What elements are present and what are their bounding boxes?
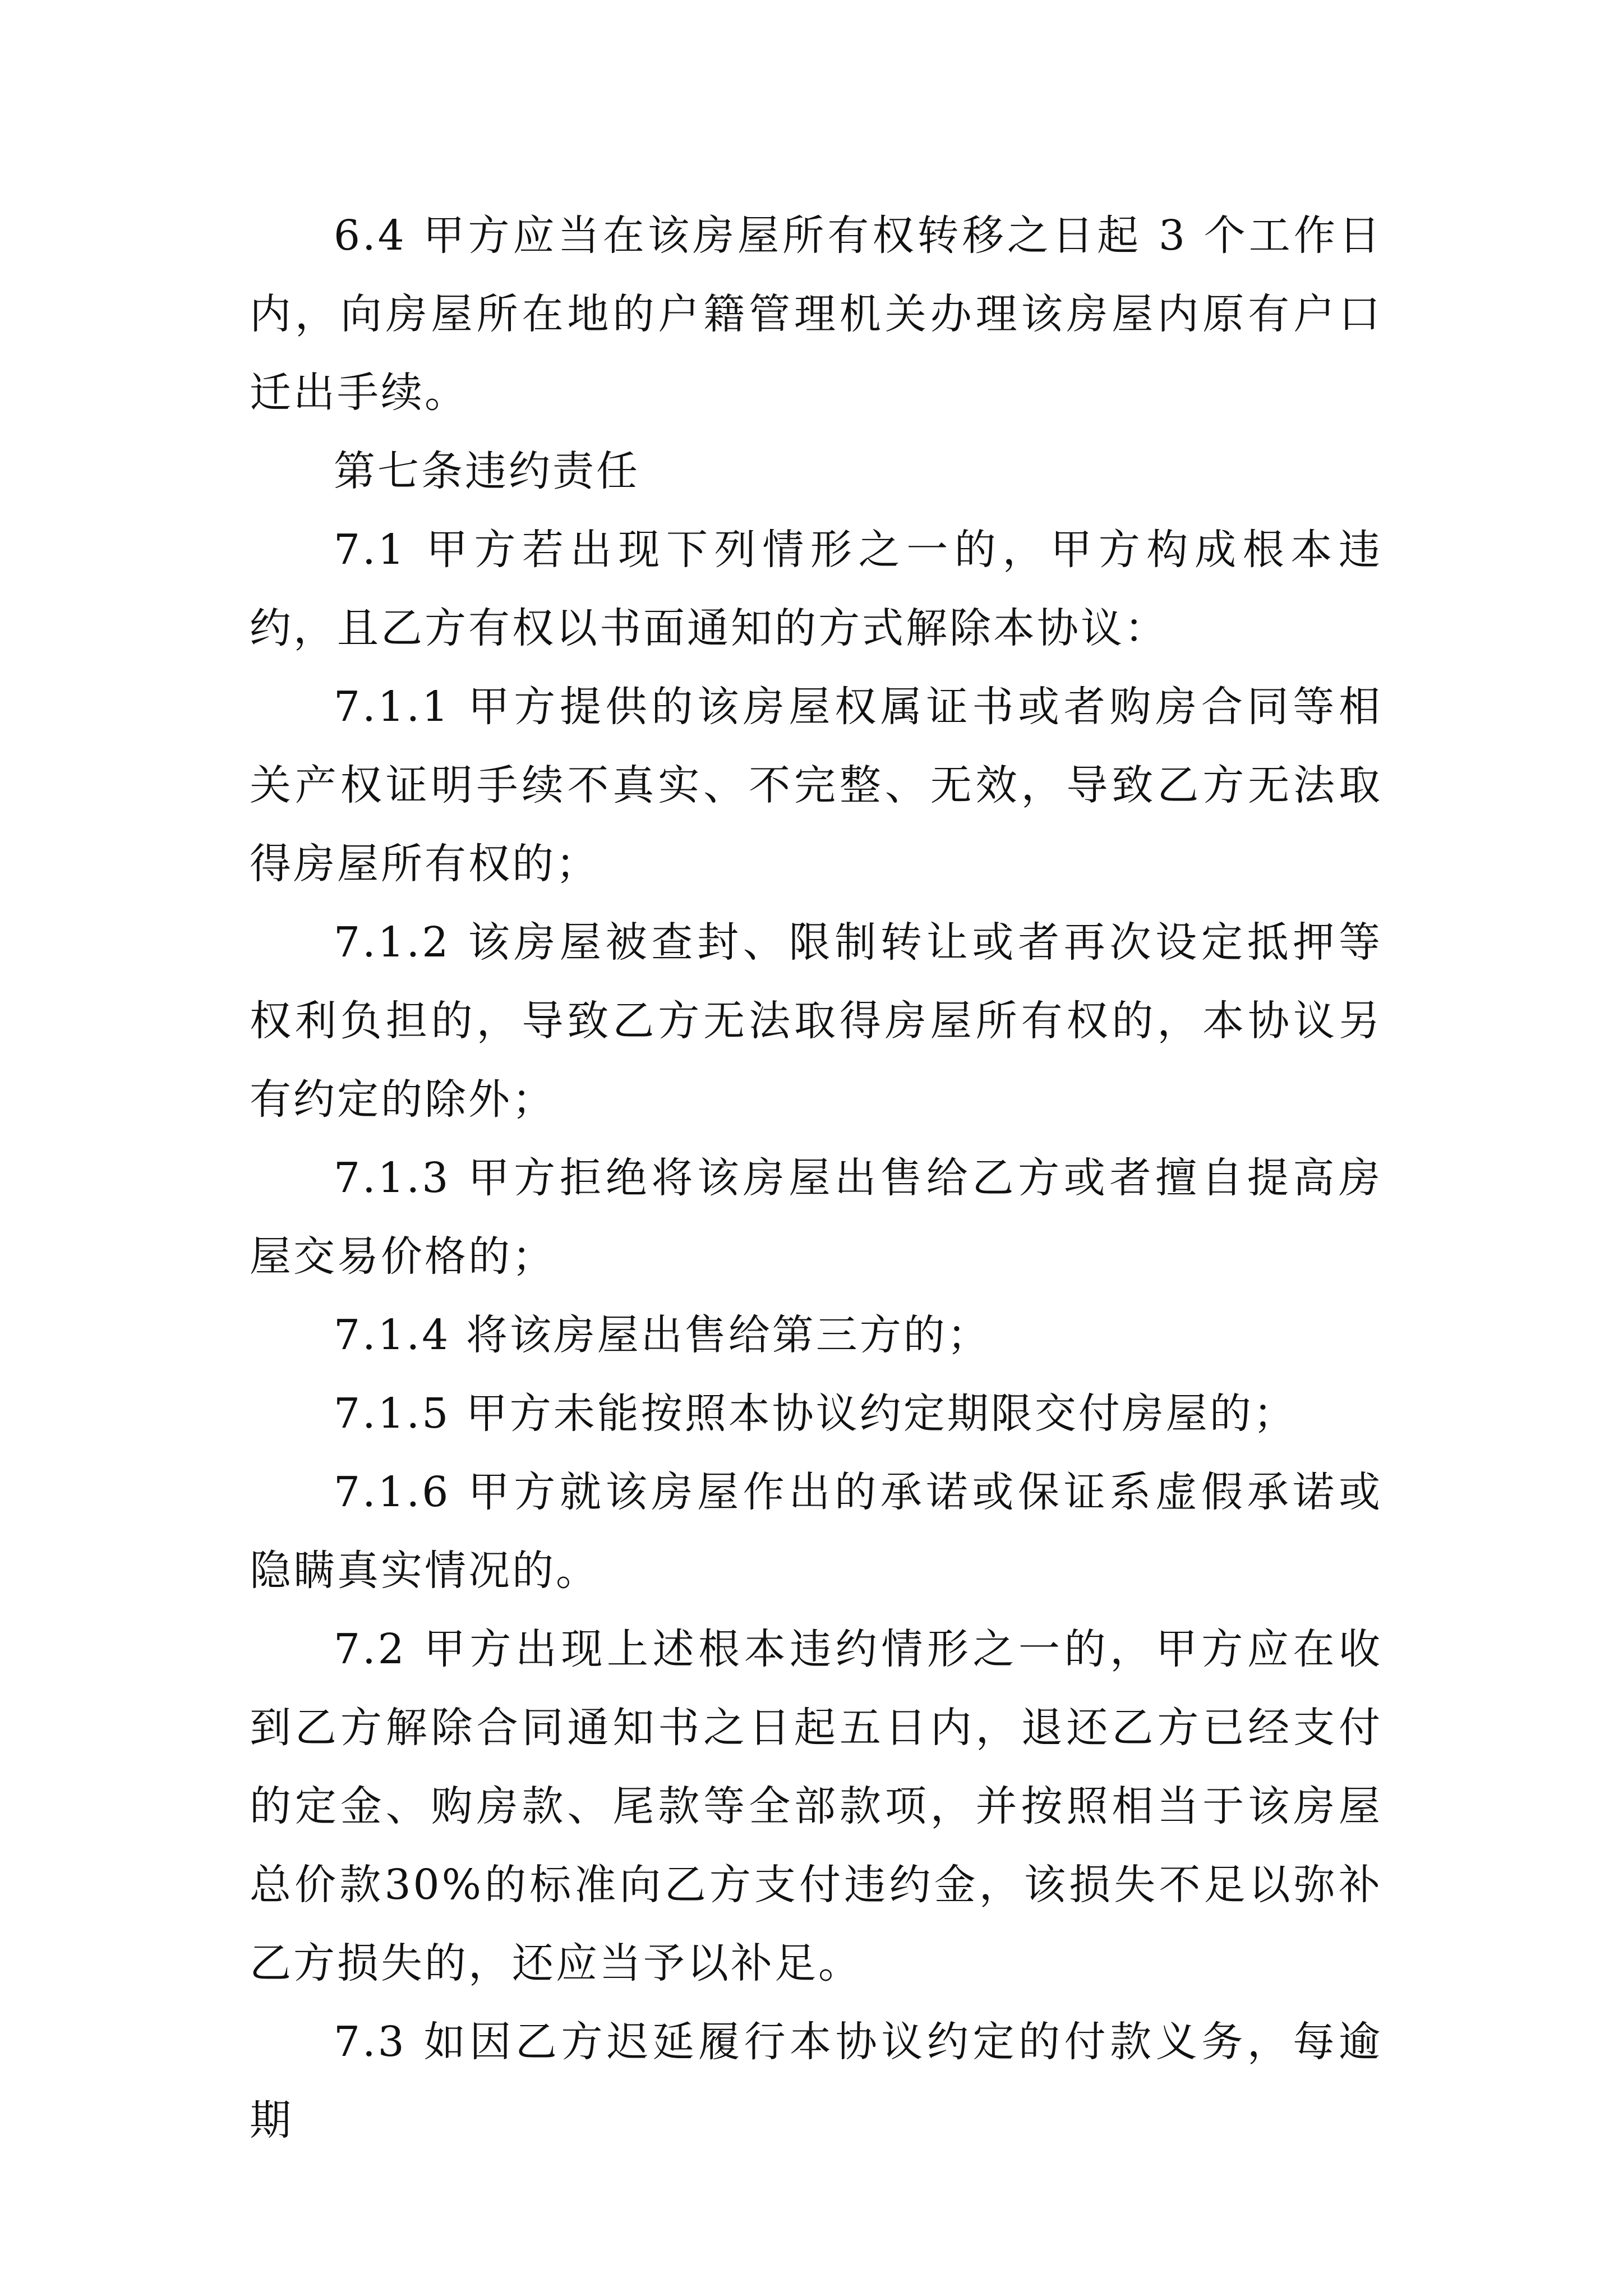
paragraph-7-2: 7.2 甲方出现上述根本违约情形之一的，甲方应在收到乙方解除合同通知书之日起五日内，退还乙方已经支付的定金、购房款、尾款等全部款项，并按照相当于该房屋总价款30%的标准向乙方支付违约金，该损失不足以弥补乙方损失的，还应当予以补足。: [250, 1625, 1382, 1987]
document-body: [250, 196, 1382, 2160]
paragraph-7-1-4: 7.1.4 将该房屋出售给第三方的；: [334, 1311, 991, 1359]
paragraph-6-4: 6.4 甲方应当在该房屋所有权转移之日起 3 个工作日内，向房屋所在地的户籍管理机关办理该房屋内原有户口迁出手续。: [250, 211, 1382, 417]
paragraph-7-1-6: 7.1.6 甲方就该房屋作出的承诺或保证系虚假承诺或隐瞒真实情况的。: [250, 1468, 1382, 1595]
paragraph-7-1: 7.1 甲方若出现下列情形之一的，甲方构成根本违约，且乙方有权以书面通知的方式解除本协议：: [250, 526, 1382, 652]
paragraph-7-1-5: 7.1.5 甲方未能按照本协议约定期限交付房屋的；: [334, 1389, 1297, 1438]
section-heading-article-7: 第七条违约责任: [334, 447, 640, 495]
paragraph-7-1-3: 7.1.3 甲方拒绝将该房屋出售给乙方或者擅自提高房屋交易价格的；: [250, 1154, 1382, 1281]
paragraph-7-3: 7.3 如因乙方迟延履行本协议约定的付款义务，每逾期: [250, 2018, 1382, 2145]
paragraph-7-1-1: 7.1.1 甲方提供的该房屋权属证书或者购房合同等相关产权证明手续不真实、不完整、无效，导致乙方无法取得房屋所有权的；: [250, 683, 1382, 888]
paragraph-7-1-2: 7.1.2 该房屋被查封、限制转让或者再次设定抵押等权利负担的，导致乙方无法取得房屋所有权的，本协议另有约定的除外；: [250, 918, 1382, 1124]
